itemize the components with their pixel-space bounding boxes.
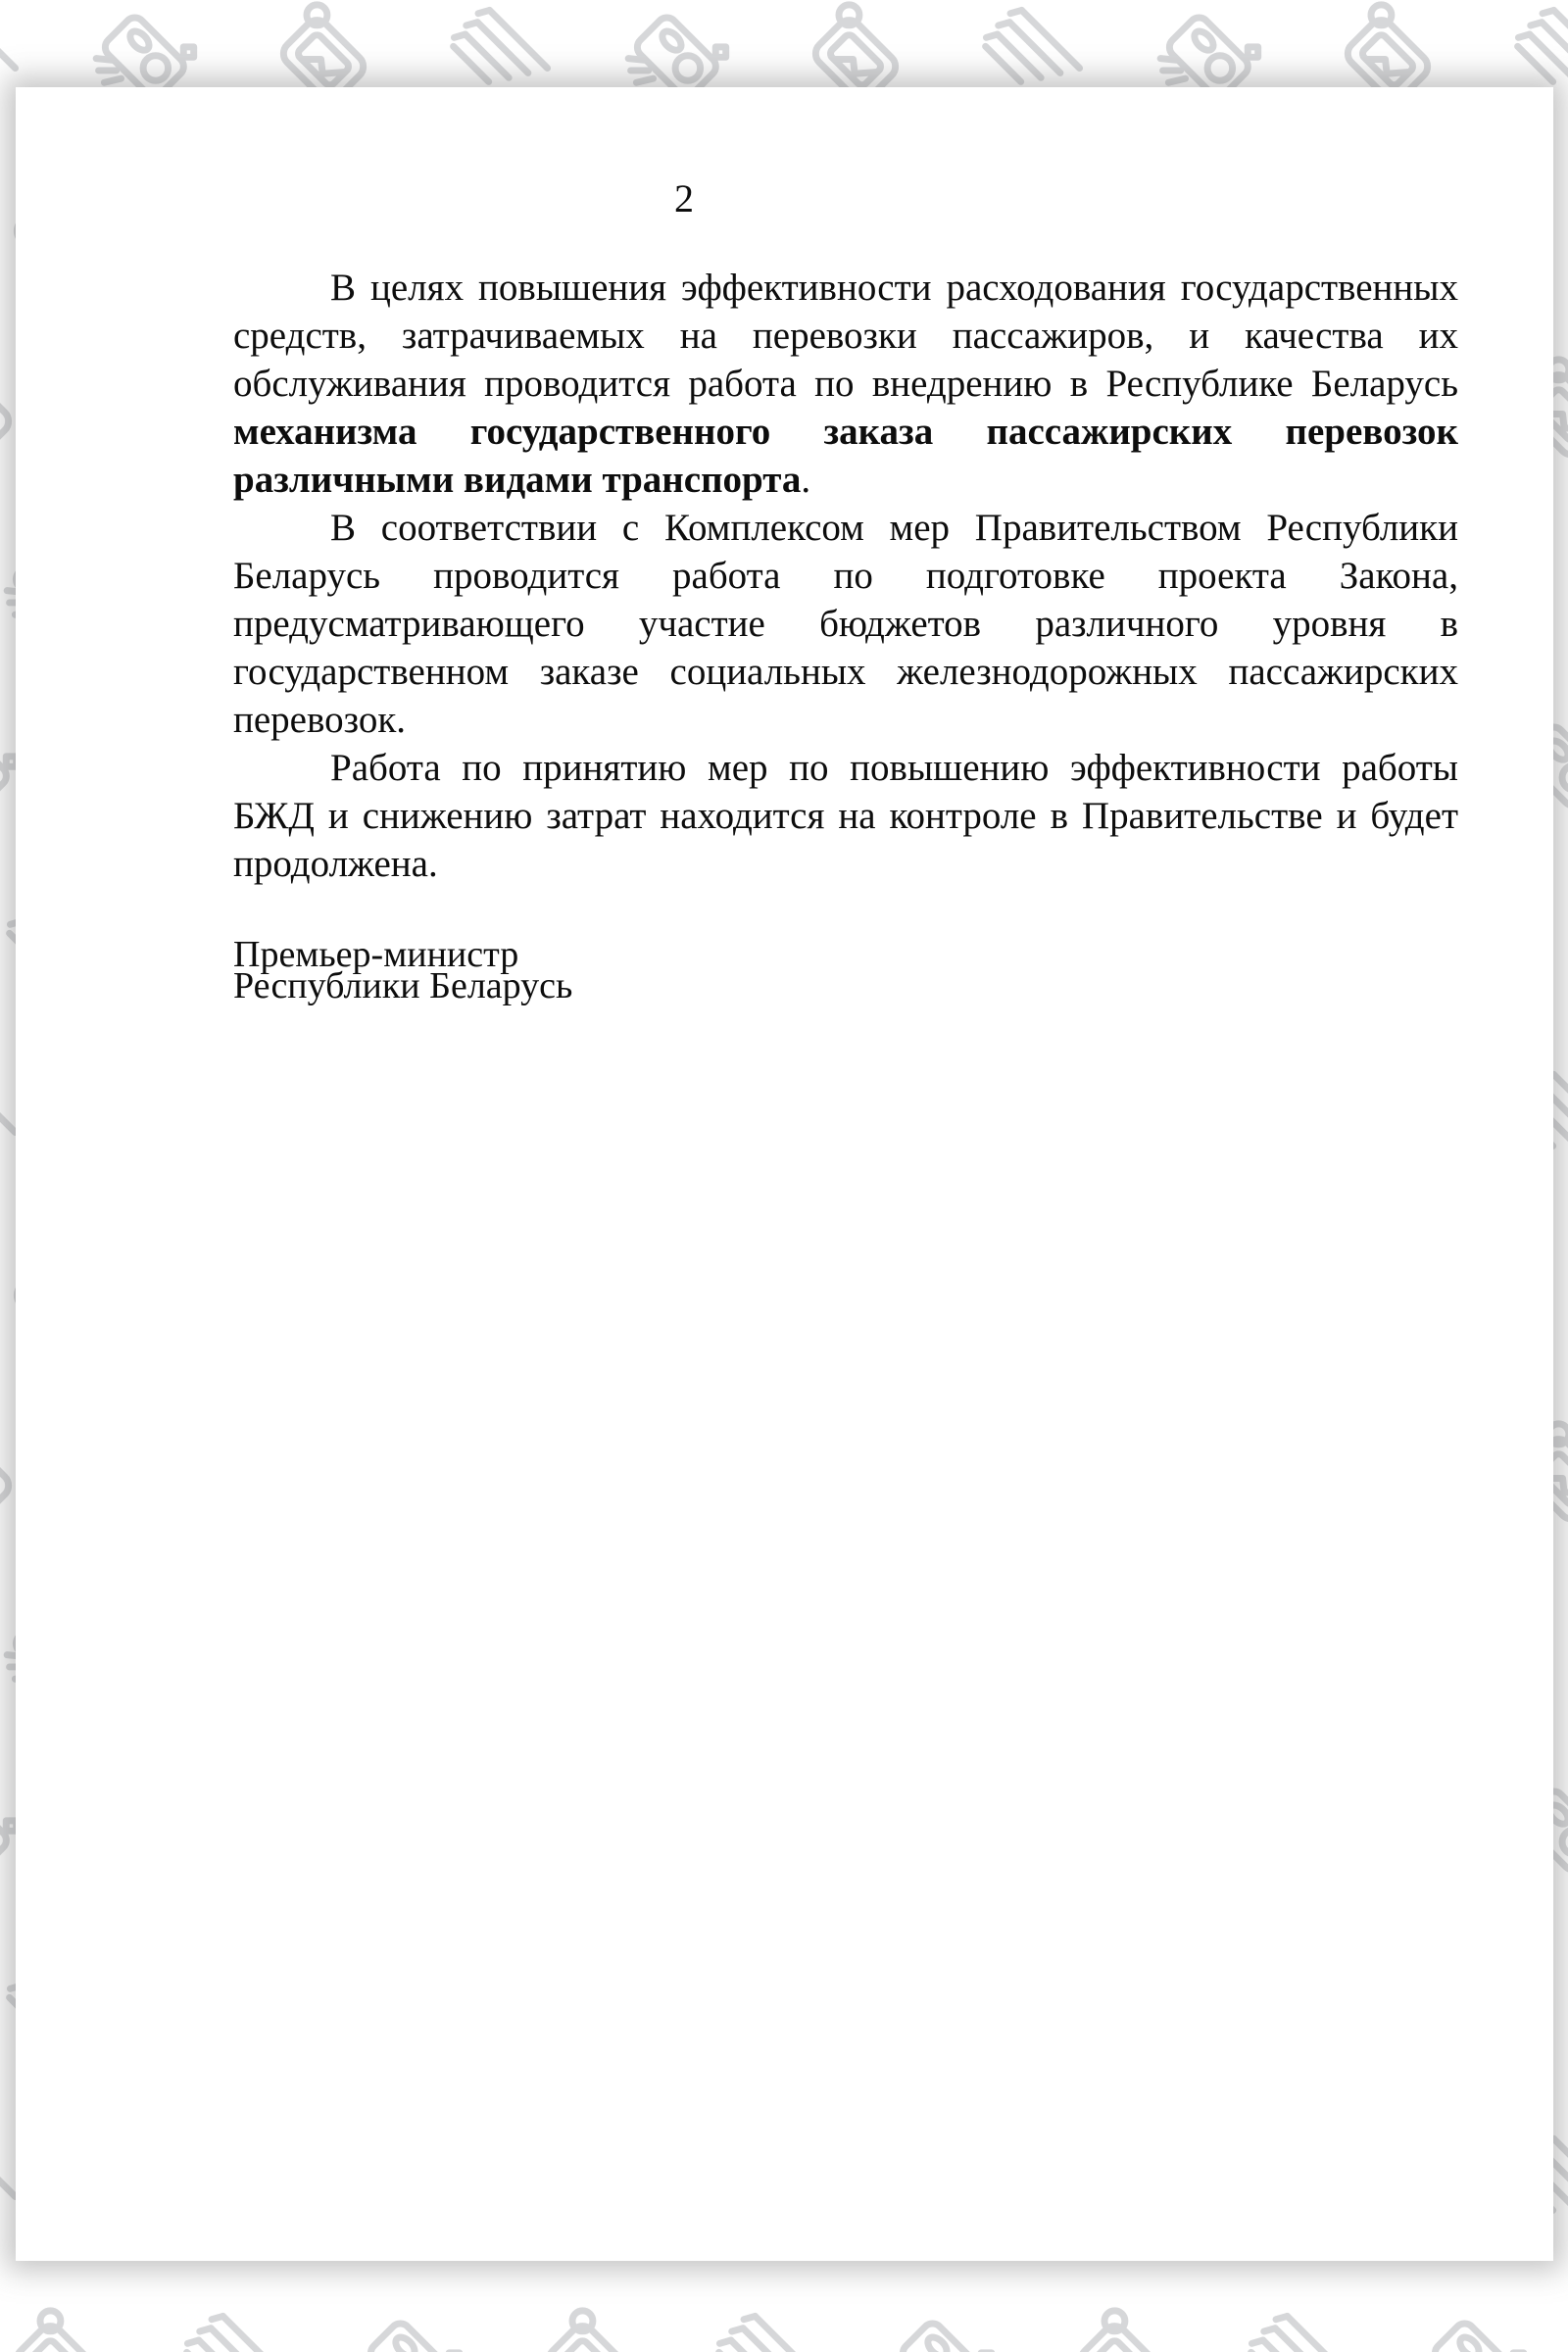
diagonal-lines-icon	[1242, 2306, 1355, 2352]
text-run: В соответствии с Комплексом мер Правительством Республики Беларусь проводится работа по подготовке проекта Закона, предусматривающего участие бюджетов различного уровня в государственном заказе социальных железнодорожных пассажирских перевозок.	[233, 507, 1458, 741]
document-page	[16, 87, 1553, 2261]
camera-icon	[1419, 2306, 1533, 2352]
signature-block	[233, 934, 573, 1006]
text-run: .	[801, 459, 811, 501]
camera-icon	[887, 2306, 1001, 2352]
diagonal-lines-icon	[177, 2306, 291, 2352]
page-number: 2	[674, 176, 694, 220]
document-body	[233, 264, 1458, 888]
text-run: Работа по принятию мер по повышению эффективности работы БЖД и снижению затрат находится на контроле в Правительстве и будет продолжена.	[233, 747, 1458, 885]
camera-icon	[355, 2306, 468, 2352]
bold-text-run: механизма государственного заказа пассажирских перевозок различными видами транспорта	[233, 411, 1458, 501]
photo-frame-icon	[1064, 2306, 1178, 2352]
paragraph	[233, 504, 1458, 744]
paragraph	[233, 264, 1458, 504]
signature-line-title: Премьер-министр	[233, 934, 519, 975]
photo-frame-icon	[0, 2306, 114, 2352]
signature-line-country: Республики Беларусь	[233, 965, 573, 1006]
paragraph	[233, 744, 1458, 888]
diagonal-lines-icon	[710, 2306, 823, 2352]
photo-frame-icon	[532, 2306, 646, 2352]
text-run: В целях повышения эффективности расходования государственных средств, затрачиваемых на перевозки пассажиров, и качества их обслуживания проводится работа по внедрению в Республике Беларусь	[233, 267, 1458, 405]
